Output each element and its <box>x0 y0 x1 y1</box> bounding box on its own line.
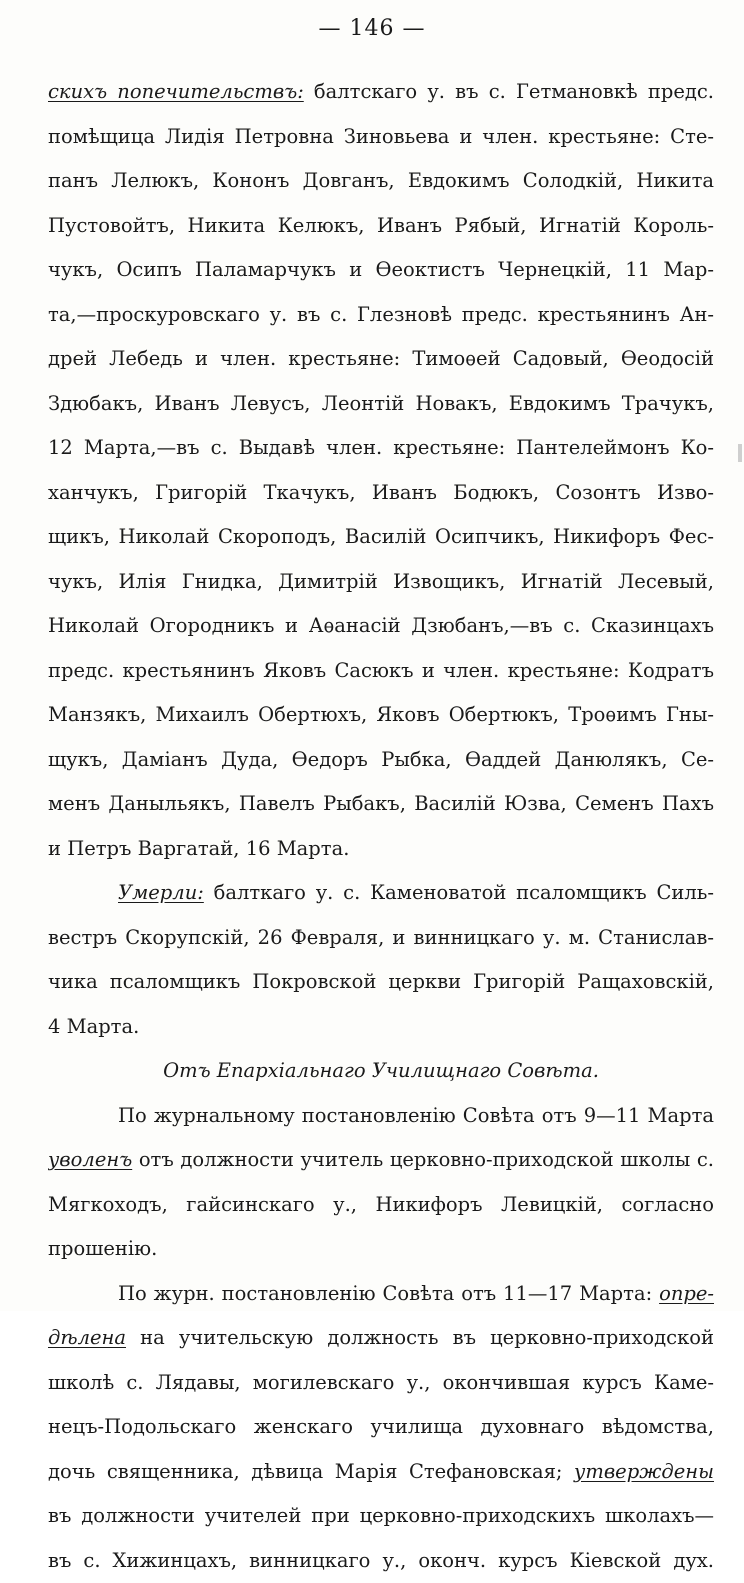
text-segment: отъ должности учитель церковно-приходской школы с. <box>132 1148 714 1171</box>
text-line <box>48 1450 714 1495</box>
text-segment: балткаго у. с. Каменоватой псаломщикъ Силь- <box>204 881 714 904</box>
text-line: По журнальному постановленію Совѣта отъ 9—11 Марта <box>48 1094 714 1139</box>
italic-term: Умерли: <box>118 881 204 904</box>
text-segment: на учительскую должность въ церковно-приходской <box>126 1326 714 1349</box>
text-line: вестръ Скорупскій, 26 Февраля, и винницкаго у. м. Станислав- <box>48 916 714 961</box>
italic-term: уволенъ <box>48 1148 132 1171</box>
text-line: Мягкоходъ, гайсинскаго у., Никифоръ Левицкій, согласно <box>48 1183 714 1228</box>
text-line: прошенію. <box>48 1227 714 1272</box>
text-line <box>48 1138 714 1183</box>
text-line <box>48 871 714 916</box>
italic-term: опре- <box>659 1282 714 1305</box>
italic-term: дѣлена <box>48 1326 126 1349</box>
body-text <box>48 70 714 1583</box>
text-line <box>48 1272 714 1317</box>
text-line: и Петръ Варгатай, 16 Марта. <box>48 827 714 872</box>
text-line <box>48 70 714 115</box>
text-line: чика псаломщикъ Покровской церкви Григорій Ращаховскій, <box>48 960 714 1005</box>
text-line: чукъ, Илія Гнидка, Димитрій Извощикъ, Игнатій Лесевый, <box>48 560 714 605</box>
text-line: 12 Марта,—въ с. Выдавѣ член. крестьяне: Пантелеймонъ Ко- <box>48 426 714 471</box>
text-line: предс. крестьянинъ Яковъ Сасюкъ и член. крестьяне: Кодратъ <box>48 649 714 694</box>
text-line <box>48 1316 714 1361</box>
text-segment: По журн. постановленію Совѣта отъ 11—17 Марта: <box>118 1282 659 1305</box>
text-line: чукъ, Осипъ Паламарчукъ и Ѳеоктистъ Чернецкій, 11 Мар- <box>48 248 714 293</box>
text-line: школѣ с. Лядавы, могилевскаго у., окончившая курсъ Каме- <box>48 1361 714 1406</box>
text-line: въ должности учителей при церковно-приходскихъ школахъ— <box>48 1494 714 1539</box>
text-line: 4 Марта. <box>48 1005 714 1050</box>
section-heading: Отъ Епархіальнаго Училищнаго Совѣта. <box>48 1049 714 1094</box>
text-line: Манзякъ, Михаилъ Обертюхъ, Яковъ Обертюкъ, Троѳимъ Гны- <box>48 693 714 738</box>
text-line: ханчукъ, Григорій Ткачукъ, Иванъ Бодюкъ, Созонтъ Изво- <box>48 471 714 516</box>
text-line: панъ Лелюкъ, Кононъ Довганъ, Евдокимъ Солодкій, Никита <box>48 159 714 204</box>
text-segment: балтскаго у. въ с. Гетмановкѣ предс. <box>304 80 714 103</box>
page-number: — 146 — <box>0 16 744 41</box>
text-line: дрей Лебедь и член. крестьяне: Тимоѳей Садовый, Ѳеодосій <box>48 337 714 382</box>
text-line: Здюбакъ, Иванъ Левусъ, Леонтій Новакъ, Евдокимъ Трачукъ, <box>48 382 714 427</box>
text-segment: дочь священника, дѣвица Марія Стефановская; <box>48 1460 574 1483</box>
text-line: Николай Огородникъ и Аѳанасій Дзюбанъ,—въ с. Сказинцахъ <box>48 604 714 649</box>
text-line: щукъ, Даміанъ Дуда, Ѳедоръ Рыбка, Ѳаддей Данюлякъ, Се- <box>48 738 714 783</box>
text-line: та,—проскуровскаго у. въ с. Глезновѣ предс. крестьянинъ Ан- <box>48 293 714 338</box>
text-line: Пустовойтъ, Никита Келюкъ, Иванъ Рябый, Игнатій Король- <box>48 204 714 249</box>
text-line: щикъ, Николай Скороподъ, Василій Осипчикъ, Никифоръ Фес- <box>48 515 714 560</box>
text-line: въ с. Хижинцахъ, винницкаго у., оконч. курсъ Кіевской дух. <box>48 1539 714 1583</box>
text-line: менъ Даныльякъ, Павелъ Рыбакъ, Василій Юзва, Семенъ Пахъ <box>48 782 714 827</box>
text-line: помѣщица Лидія Петровна Зиновьева и член. крестьяне: Сте- <box>48 115 714 160</box>
edge-mark <box>738 444 742 462</box>
italic-term: скихъ попечительствъ: <box>48 80 304 103</box>
italic-term: утверждены <box>574 1460 714 1483</box>
text-line: нецъ-Подольскаго женскаго училища духовнаго вѣдомства, <box>48 1405 714 1450</box>
